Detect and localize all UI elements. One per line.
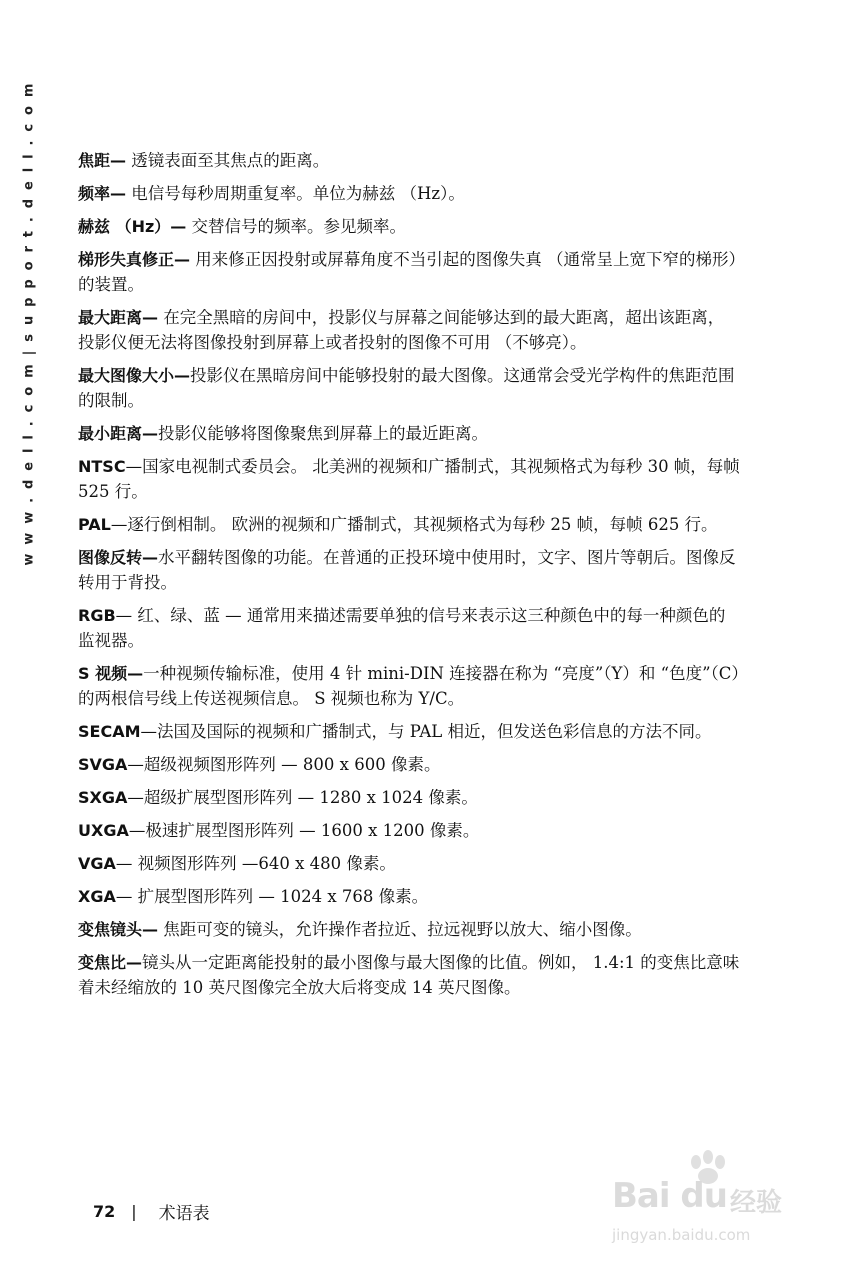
glossary-entry [78,181,740,206]
watermark-brand: Bai du [612,1176,727,1216]
glossary-definition: 在完全黑暗的房间中，投影仪与屏幕之间能够达到的最大距离，超出该距离，投影仪便无法将图像投射到屏幕上或者投射的图像不可用 （不够亮）。 [78,308,725,352]
glossary-definition: 电信号每秒周期重复率。单位为赫兹 （Hz）。 [126,184,465,203]
glossary-definition: 投影仪在黑暗房间中能够投射的最大图像。这通常会受光学构件的焦距范围的限制。 [78,366,735,410]
glossary-entry [78,148,740,173]
footer-separator: | [131,1201,137,1221]
glossary-term: 最大图像大小— [78,366,191,385]
glossary-entry [78,305,740,355]
side-url-banner [8,80,50,566]
glossary-term: 赫兹 （Hz）— [78,217,187,236]
glossary-entry [78,917,740,942]
glossary-entry [78,603,740,653]
glossary-entry [78,752,740,777]
glossary-term: S 视频— [78,664,144,683]
footer-section-title: 术语表 [158,1203,210,1224]
glossary-definition: 用来修正因投射或屏幕角度不当引起的图像失真 （通常呈上宽下窄的梯形）的装置。 [78,250,737,294]
glossary-term: SECAM [78,722,141,741]
page-footer [93,1198,210,1224]
glossary-entry [78,884,740,909]
glossary-definition: —逐行倒相制。 欧洲的视频和广播制式，其视频格式为每秒 25 帧，每帧 625 行。 [110,515,718,534]
glossary-term: 最小距离— [78,424,159,443]
watermark-cn: 经验 [730,1188,783,1218]
glossary-entry [78,950,740,1000]
glossary-term: 图像反转— [78,548,159,567]
glossary-entry [78,818,740,843]
glossary-entry [78,851,740,876]
glossary-term: 焦距— [78,151,127,170]
glossary-term: 梯形失真修正— [78,250,191,269]
glossary-definition: 镜头从一定距离能投射的最小图像与最大图像的比值。例如， 1.4:1 的变焦比意味着未经缩放的 10 英尺图像完全放大后将变成 14 英尺图像。 [78,953,740,997]
glossary-definition: —超级视频图形阵列 — 800 x 600 像素。 [127,755,441,774]
glossary-term: RGB [78,606,116,625]
glossary-entry [78,545,740,595]
glossary-term: XGA [78,887,116,906]
baidu-watermark [606,1150,806,1260]
glossary-definition: —国家电视制式委员会。 北美洲的视频和广播制式，其视频格式为每秒 30 帧，每帧 525 行。 [78,457,740,501]
glossary-definition: —极速扩展型图形阵列 — 1600 x 1200 像素。 [128,821,480,840]
glossary-definition: — 红、绿、蓝 — 通常用来描述需要单独的信号来表示这三种颜色中的每一种颜色的监视器。 [78,606,726,650]
glossary-term: 频率— [78,184,127,203]
glossary-definition: 一种视频传输标准，使用 4 针 mini-DIN 连接器在称为 “亮度”（Y）和 “色度”（C）的两根信号线上传送视频信息。 S 视频也称为 Y/C。 [78,664,740,708]
glossary-entry [78,661,740,711]
glossary-entry [78,247,740,297]
glossary-definition: 投影仪能够将图像聚焦到屏幕上的最近距离。 [158,424,489,443]
glossary-definition: 交替信号的频率。参见频率。 [186,217,407,236]
watermark-url: jingyan.baidu.com [612,1226,751,1244]
glossary-definition: —超级扩展型图形阵列 — 1280 x 1024 像素。 [127,788,478,807]
page-number: 72 [93,1201,116,1221]
side-url-text: w w w . d e l l . c o m | s u p p o r t . d e l l . c o m [21,80,37,566]
glossary-entry [78,421,740,446]
glossary-entry [78,363,740,413]
glossary-definition: 焦距可变的镜头，允许操作者拉近、拉远视野以放大、缩小图像。 [158,920,642,939]
glossary-definition: — 视频图形阵列 —640 x 480 像素。 [115,854,396,873]
glossary-entry [78,214,740,239]
glossary-term: PAL [78,515,111,534]
glossary-term: SVGA [78,755,128,774]
glossary-entry [78,454,740,504]
glossary-term: UXGA [78,821,129,840]
glossary-definition: — 扩展型图形阵列 — 1024 x 768 像素。 [115,887,429,906]
glossary-definition: —法国及国际的视频和广播制式，与 PAL 相近，但发送色彩信息的方法不同。 [140,722,712,741]
glossary-term: VGA [78,854,116,873]
glossary-entry [78,512,740,537]
glossary-term: SXGA [78,788,128,807]
glossary-term: 变焦比— [78,953,143,972]
glossary-term: 变焦镜头— [78,920,159,939]
glossary-entry [78,785,740,810]
glossary-entry [78,719,740,744]
glossary-definition: 透镜表面至其焦点的距离。 [126,151,330,170]
glossary-term: 最大距离— [78,308,159,327]
glossary-list [78,148,740,1008]
glossary-term: NTSC [78,457,126,476]
glossary-definition: 水平翻转图像的功能。在普通的正投环境中使用时，文字、图片等朝后。图像反转用于背投。 [78,548,736,592]
